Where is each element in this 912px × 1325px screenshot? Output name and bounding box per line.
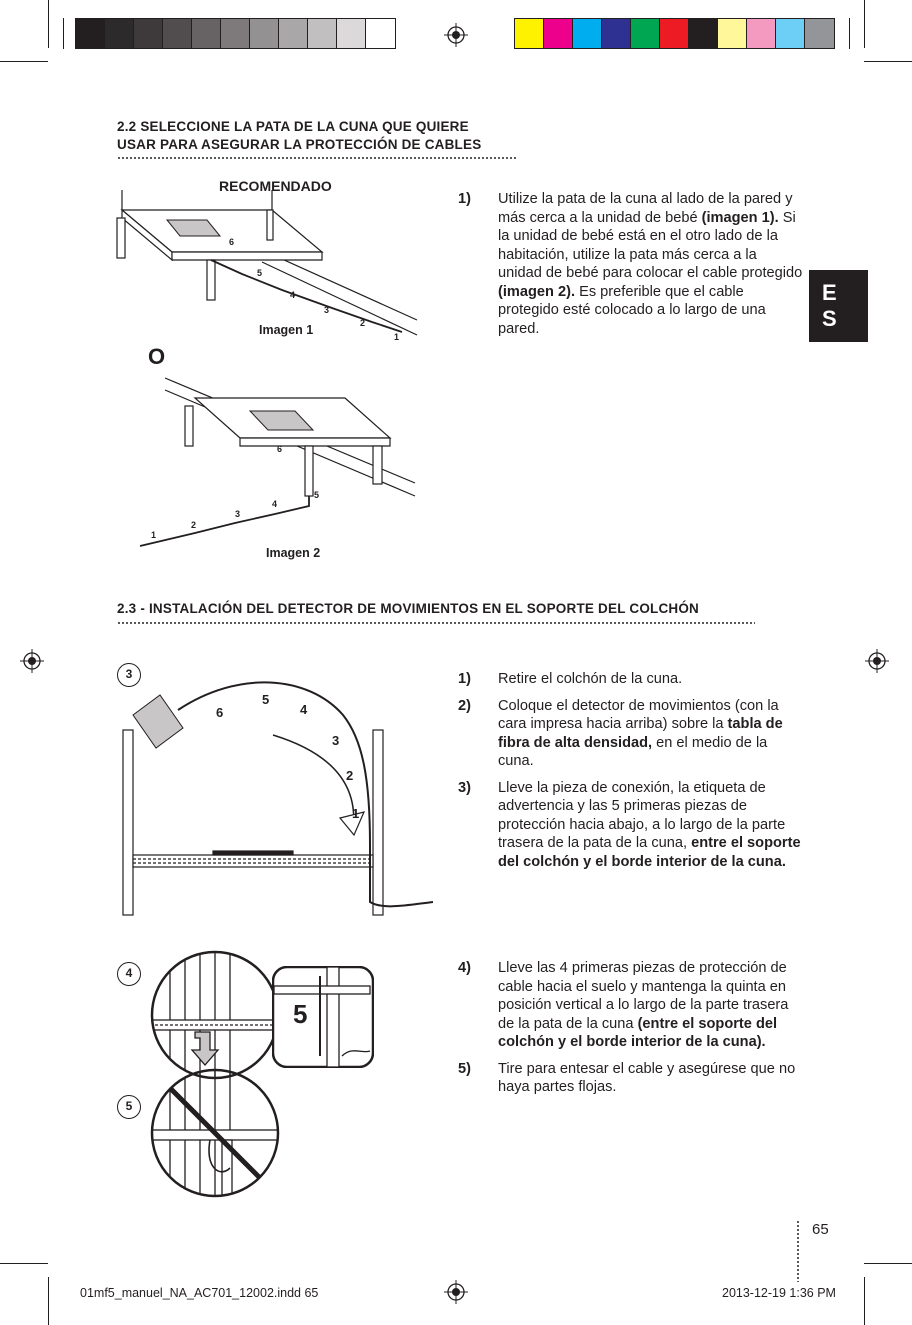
cable-piece-number: 3 <box>235 509 241 519</box>
section-2-3-steps-b <box>458 959 803 1105</box>
cable-routing-closeup-illustration <box>150 950 280 1080</box>
color-swatch <box>308 19 337 48</box>
cable-piece-number: 6 <box>229 237 235 247</box>
slug-file-name: 01mf5_manuel_NA_AC701_12002.indd 65 <box>80 1286 319 1300</box>
cable-piece-number: 4 <box>300 702 308 717</box>
cable-piece-number: 3 <box>332 733 340 748</box>
figure-5-badge: 5 <box>117 1095 141 1119</box>
step-text: Lleve la pieza de conexión, la etiqueta de advertencia y las 5 primeras piezas de protección hacia abajo, a lo largo de la parte trasera de la pata de la cuna, entre el soporte del colchón y el borde interior de la cuna. <box>498 779 801 870</box>
mattress-support-illustration <box>118 670 448 920</box>
grayscale-color-bar <box>75 18 396 49</box>
process-color-bar <box>514 18 835 49</box>
instruction-step <box>458 190 803 338</box>
cable-piece-number: 3 <box>324 305 330 315</box>
color-swatch <box>76 19 105 48</box>
cable-piece-number: 5 <box>262 692 270 707</box>
slug-date: 2013-12-19 1:36 PM <box>722 1286 836 1300</box>
step-number: 1) <box>458 191 471 207</box>
step-text: Utilize la pata de la cuna al lado de la pared y más cerca a la unidad de bebé (imagen 1). Si la unidad de bebé está en el otro lado de la habitación, utilize la pata más cerca a la unidad de bebé para colocar el cable protegido (imagen 2). Es preferible que el cable protegido esté colocado a lo largo de una pared. <box>498 191 803 337</box>
registration-mark-icon <box>20 649 44 673</box>
step-number: 5) <box>458 1060 471 1077</box>
color-swatch <box>544 19 573 48</box>
crib-leg-alternate-illustration <box>135 368 420 553</box>
language-tab: E S <box>809 270 868 342</box>
crib-post-closeup-illustration <box>272 966 374 1068</box>
cable-piece-number: 2 <box>346 768 354 783</box>
registration-mark-icon <box>865 649 889 673</box>
color-swatch <box>366 19 395 48</box>
color-swatch <box>718 19 747 48</box>
color-swatch <box>337 19 366 48</box>
cable-piece-number: 1 <box>151 530 157 540</box>
figure-4-big-number: 5 <box>293 999 308 1029</box>
color-swatch <box>573 19 602 48</box>
color-swatch <box>163 19 192 48</box>
image-2-label: Imagen 2 <box>266 546 321 560</box>
section-2-2-steps <box>458 190 803 346</box>
instruction-step <box>458 1060 803 1097</box>
color-swatch <box>515 19 544 48</box>
cable-piece-number: 6 <box>216 705 224 720</box>
instruction-step <box>458 670 803 689</box>
color-swatch <box>105 19 134 48</box>
figure-4-badge: 4 <box>117 962 141 986</box>
cable-piece-number: 2 <box>360 318 366 328</box>
color-swatch <box>602 19 631 48</box>
cable-piece-number: 6 <box>277 444 283 454</box>
cable-piece-number: 1 <box>352 806 360 821</box>
registration-mark-icon <box>444 23 468 47</box>
dotted-divider <box>117 622 755 624</box>
color-swatch <box>776 19 805 48</box>
step-text: Coloque el detector de movimientos (con la cara impresa hacia arriba) sobre la tabla de fibra de alta densidad, en el medio de la cuna. <box>498 697 783 769</box>
section-2-3-title: 2.3 - INSTALACIÓN DEL DETECTOR DE MOVIMIENTOS EN EL SOPORTE DEL COLCHÓN <box>117 601 700 616</box>
image-1-label: Imagen 1 <box>259 323 314 337</box>
recommended-label: RECOMENDADO <box>219 178 332 194</box>
step-number: 4) <box>458 960 471 976</box>
color-swatch <box>250 19 279 48</box>
color-swatch <box>192 19 221 48</box>
incorrect-routing-illustration <box>150 1068 280 1198</box>
instruction-step <box>458 959 803 1052</box>
color-swatch <box>279 19 308 48</box>
step-text: Retire el colchón de la cuna. <box>498 671 683 687</box>
section-2-3-steps-a <box>458 670 803 879</box>
instruction-step <box>458 697 803 771</box>
figure-3-badge: 3 <box>117 663 141 687</box>
cable-piece-number: 4 <box>272 499 278 509</box>
cable-piece-number: 5 <box>314 490 320 500</box>
cable-piece-number: 4 <box>290 290 296 300</box>
step-number: 2) <box>458 697 471 714</box>
footer-dotted-divider <box>797 1220 799 1282</box>
color-swatch <box>747 19 776 48</box>
step-text: Tire para entesar el cable y asegúrese que no haya partes flojas. <box>498 1060 796 1095</box>
cable-piece-number: 5 <box>257 268 263 278</box>
or-label: O <box>148 344 166 369</box>
section-2-2-title: 2.2 SELECCIONE LA PATA DE LA CUNA QUE QUIERE USAR PARA ASEGURAR LA PROTECCIÓN DE CABLES <box>117 119 482 152</box>
instruction-step <box>458 779 803 872</box>
dotted-divider <box>117 157 518 159</box>
cable-piece-number: 2 <box>191 520 197 530</box>
crib-leg-wall-illustration <box>112 190 432 345</box>
page-number: 65 <box>812 1221 829 1238</box>
cable-piece-number: 1 <box>394 332 400 342</box>
color-swatch <box>631 19 660 48</box>
step-number: 3) <box>458 779 471 796</box>
color-swatch <box>660 19 689 48</box>
step-number: 1) <box>458 671 471 687</box>
color-swatch <box>805 19 834 48</box>
color-swatch <box>134 19 163 48</box>
color-swatch <box>221 19 250 48</box>
color-swatch <box>689 19 718 48</box>
step-text: Lleve las 4 primeras piezas de protección de cable hacia el suelo y mantenga la quinta en posición vertical a lo largo de la parte trasera de la pata de la cuna (entre el soporte del colchón y el borde interior de la cuna). <box>498 960 789 1050</box>
registration-mark-icon <box>444 1280 468 1304</box>
